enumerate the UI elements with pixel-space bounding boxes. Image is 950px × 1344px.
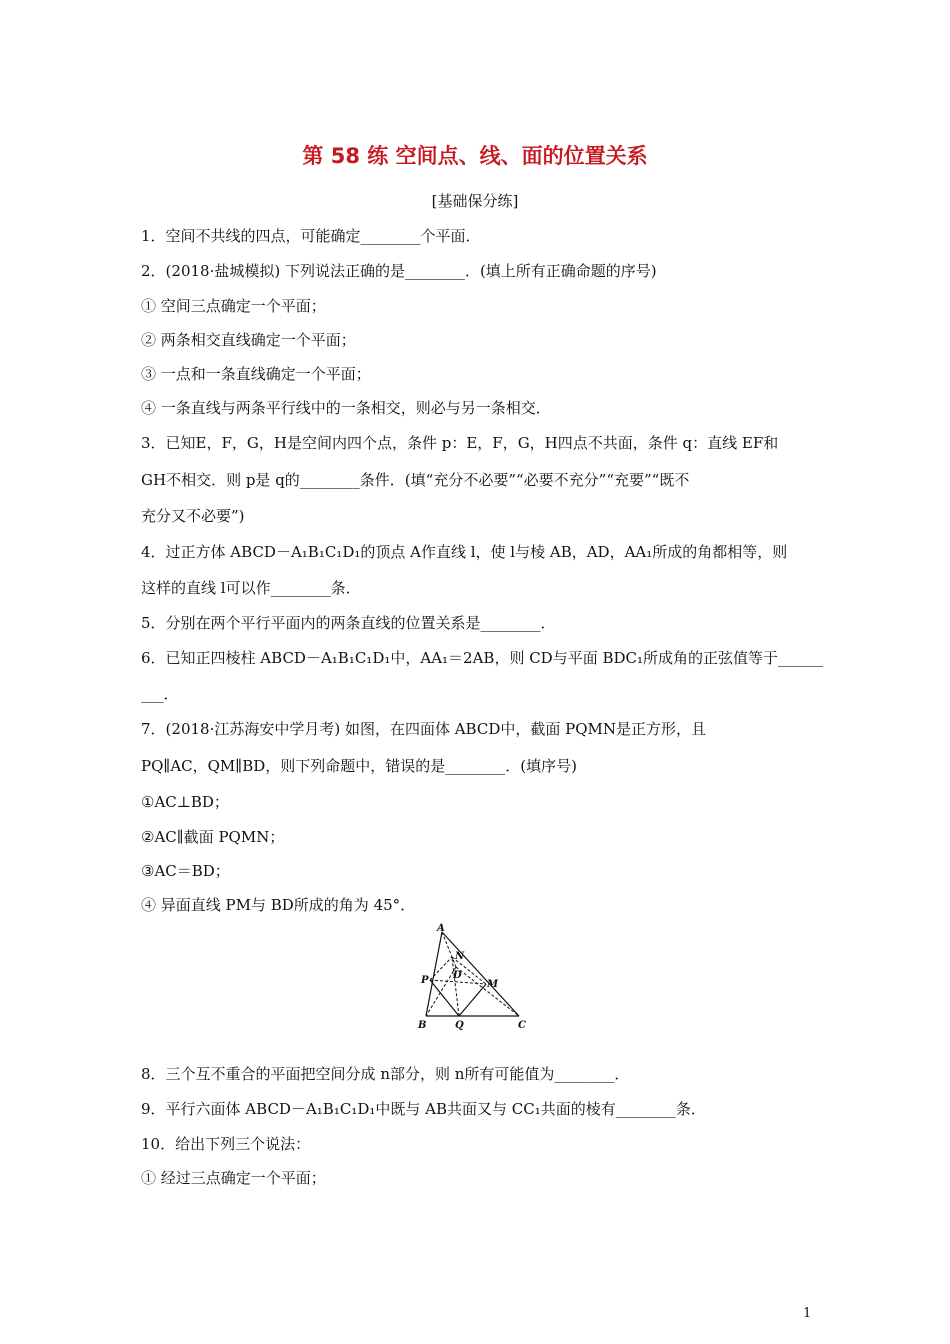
vertex-label-c: C — [518, 1020, 526, 1031]
problem-line: 5．分别在两个平行平面内的两条直线的位置关系是________． — [141, 614, 556, 632]
page-title: 第 58 练 空间点、线、面的位置关系 — [302, 144, 648, 168]
problem-line: ___． — [141, 685, 179, 703]
point-label-p: P — [421, 975, 429, 986]
problem-line: ④ 一条直线与两条平行线中的一条相交，则必与另一条相交． — [141, 399, 551, 417]
point-label-n: N — [455, 951, 465, 962]
problem-line: ③AC＝BD； — [141, 862, 230, 880]
vertex-label-d: D — [453, 970, 462, 981]
problem-line: 7．(2018·江苏海安中学月考) 如图，在四面体 ABCD中，截面 PQMN是正方形，且 — [141, 720, 707, 738]
tetrahedron-figure — [415, 922, 535, 1032]
point-label-q: Q — [455, 1020, 464, 1031]
vertex-label-a: A — [437, 923, 445, 934]
section-subtitle: [基础保分练] — [431, 192, 519, 210]
problem-line: 6．已知正四棱柱 ABCD－A₁B₁C₁D₁中，AA₁＝2AB，则 CD与平面 BDC₁所成角的正弦值等于______ — [141, 649, 824, 667]
problem-line: 2．(2018·盐城模拟) 下列说法正确的是________．(填上所有正确命题的序号) — [141, 262, 657, 280]
problem-line: ④ 异面直线 PM与 BD所成的角为 45°． — [141, 896, 416, 914]
page-number: 1 — [803, 1306, 812, 1321]
problem-line: PQ∥AC，QM∥BD，则下列命题中，错误的是________．(填序号) — [141, 757, 577, 775]
problem-line: 10．给出下列三个说法： — [141, 1135, 311, 1153]
problem-line: 9．平行六面体 ABCD－A₁B₁C₁D₁中既与 AB共面又与 CC₁共面的棱有________条． — [141, 1100, 706, 1118]
problem-line: ① 空间三点确定一个平面； — [141, 297, 326, 315]
edge-ad — [442, 932, 456, 967]
problem-line: 8．三个互不重合的平面把空间分成 n部分，则 n所有可能值为________． — [141, 1065, 630, 1083]
problem-line: ③ 一点和一条直线确定一个平面； — [141, 365, 371, 383]
problem-line: ① 经过三点确定一个平面； — [141, 1169, 326, 1187]
edge-qm — [459, 984, 486, 1016]
problem-line: 充分又不必要”) — [141, 507, 245, 525]
vertex-label-b: B — [418, 1020, 427, 1031]
problem-line: 1．空间不共线的四点，可能确定________个平面． — [141, 227, 481, 245]
point-label-m: M — [487, 979, 499, 990]
problem-line: 4．过正方体 ABCD－A₁B₁C₁D₁的顶点 A作直线 l，使 l与棱 AB，AD，AA₁所成的角都相等，则 — [141, 543, 788, 561]
problem-line: ② 两条相交直线确定一个平面； — [141, 331, 356, 349]
problem-line: ②AC∥截面 PQMN； — [141, 828, 285, 846]
problem-line: 这样的直线 l可以作________条． — [141, 579, 361, 597]
problem-line: 3．已知E，F，G，H是空间内四个点，条件 p：E，F，G，H四点不共面，条件 q：直线 EF和 — [141, 434, 779, 452]
problem-line: GH不相交．则 p是 q的________条件．(填“充分不必要”“必要不充分”“充要”“既不 — [141, 471, 690, 489]
problem-line: ①AC⊥BD； — [141, 793, 229, 811]
